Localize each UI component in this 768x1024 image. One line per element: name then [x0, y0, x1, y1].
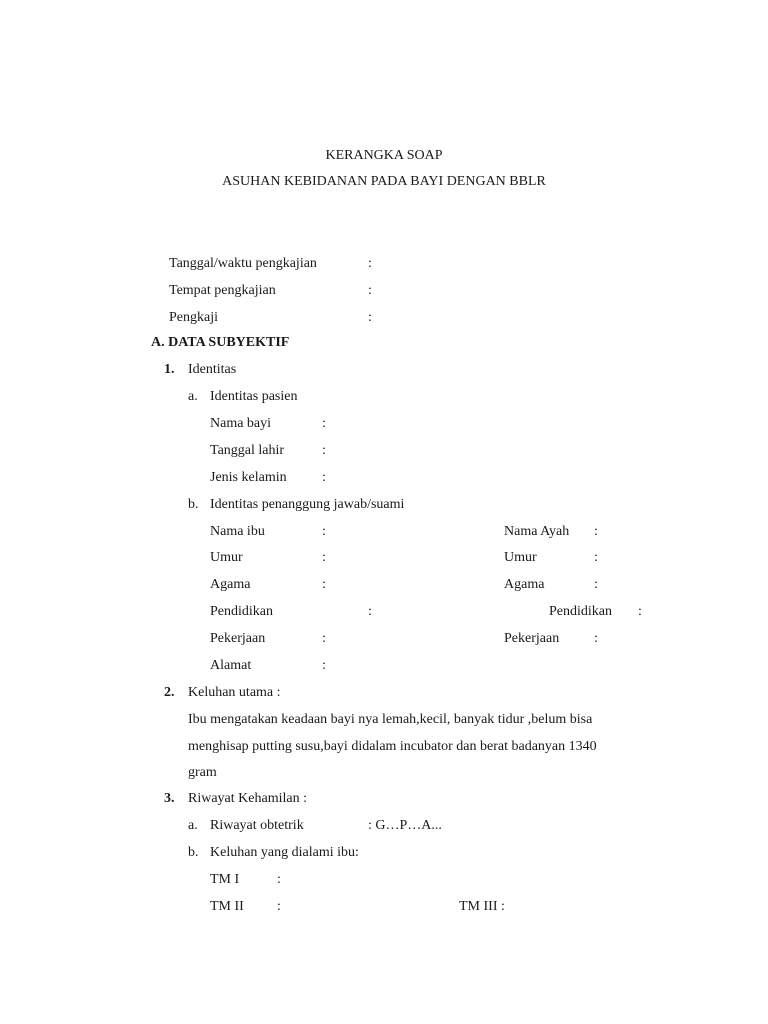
mother-name-label: Nama ibu [210, 524, 265, 539]
item-3a-value: : G…P…A... [368, 818, 442, 833]
father-name-colon: : [594, 524, 598, 539]
father-education-label: Pendidikan [549, 604, 612, 619]
item-2-number: 2. [164, 685, 175, 700]
complaint-line-3: gram [188, 765, 217, 780]
patient-sex-colon: : [322, 470, 326, 485]
place-label: Tempat pengkajian [169, 283, 276, 298]
item-3a-marker: a. [188, 818, 198, 833]
item-3b-marker: b. [188, 845, 199, 860]
examiner-colon: : [368, 310, 372, 325]
item-1-number: 1. [164, 362, 175, 377]
item-3-label: Riwayat Kehamilan : [188, 791, 307, 806]
father-age-label: Umur [504, 550, 537, 565]
patient-name-label: Nama bayi [210, 416, 272, 431]
item-1b-label: Identitas penanggung jawab/suami [210, 497, 405, 512]
father-occupation-colon: : [594, 631, 598, 646]
tm1-colon: : [277, 872, 281, 887]
mother-religion-colon: : [322, 577, 326, 592]
document-subtitle: ASUHAN KEBIDANAN PADA BAYI DENGAN BBLR [222, 174, 546, 189]
date-label: Tanggal/waktu pengkajian [169, 256, 317, 271]
mother-occupation-colon: : [322, 631, 326, 646]
examiner-label: Pengkaji [169, 310, 218, 325]
mother-address-colon: : [322, 658, 326, 673]
patient-sex-label: Jenis kelamin [210, 470, 287, 485]
patient-name-colon: : [322, 416, 326, 431]
mother-address-label: Alamat [210, 658, 252, 673]
place-colon: : [368, 283, 372, 298]
mother-religion-label: Agama [210, 577, 251, 592]
tm2-label: TM II [210, 899, 244, 914]
item-1a-marker: a. [188, 389, 198, 404]
tm2-colon: : [277, 899, 281, 914]
mother-occupation-label: Pekerjaan [210, 631, 266, 646]
item-1b-marker: b. [188, 497, 199, 512]
patient-dob-colon: : [322, 443, 326, 458]
father-religion-colon: : [594, 577, 598, 592]
father-name-label: Nama Ayah [504, 524, 570, 539]
mother-age-colon: : [322, 550, 326, 565]
item-3b-label: Keluhan yang dialami ibu: [210, 845, 359, 860]
section-a-heading: A. DATA SUBYEKTIF [151, 335, 290, 350]
father-occupation-label: Pekerjaan [504, 631, 560, 646]
date-colon: : [368, 256, 372, 271]
mother-education-label: Pendidikan [210, 604, 273, 619]
item-1a-label: Identitas pasien [210, 389, 298, 404]
father-education-colon: : [638, 604, 642, 619]
mother-age-label: Umur [210, 550, 243, 565]
tm1-label: TM I [210, 872, 240, 887]
item-3a-label: Riwayat obtetrik [210, 818, 304, 833]
mother-name-colon: : [322, 524, 326, 539]
patient-dob-label: Tanggal lahir [210, 443, 285, 458]
item-2-label: Keluhan utama : [188, 685, 281, 700]
tm3-label: TM III : [459, 899, 505, 914]
complaint-line-2: menghisap putting susu,bayi didalam incubator dan berat badanyan 1340 [188, 739, 597, 754]
document-title: KERANGKA SOAP [325, 148, 443, 163]
mother-education-colon: : [368, 604, 372, 619]
complaint-line-1: Ibu mengatakan keadaan bayi nya lemah,kecil, banyak tidur ,belum bisa [188, 712, 593, 727]
item-1-label: Identitas [188, 362, 237, 377]
father-religion-label: Agama [504, 577, 545, 592]
item-3-number: 3. [164, 791, 175, 806]
father-age-colon: : [594, 550, 598, 565]
